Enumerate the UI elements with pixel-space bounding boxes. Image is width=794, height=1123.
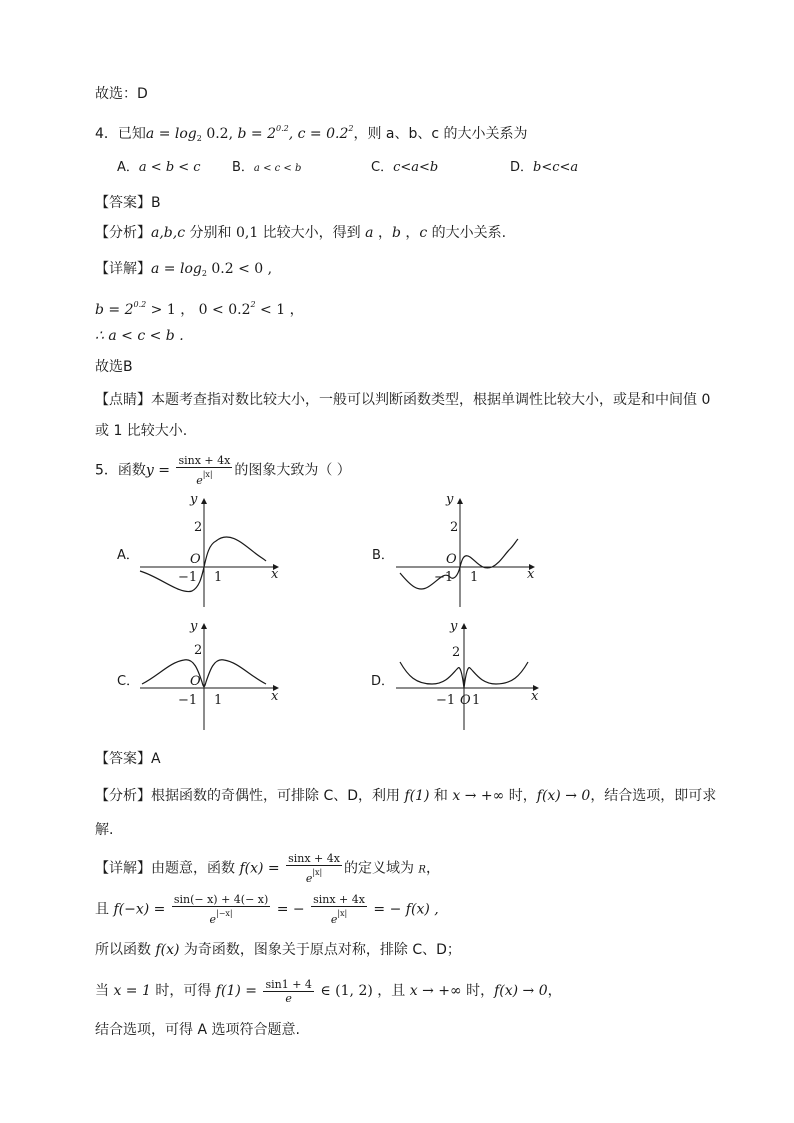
q5-analysis-l1b: 和	[429, 788, 453, 804]
q4-cond-b: b = 2	[237, 126, 276, 142]
q4-analysis: 【分析】a,b,c 分别和 0,1 比较大小，得到 a ，b ，c 的大小关系.	[95, 225, 507, 241]
q5-answer	[95, 749, 161, 769]
q5-detail-l2-exp2: |x|	[337, 909, 348, 918]
graph-b-x-label: x	[527, 567, 535, 582]
q4-option-b[interactable]	[232, 158, 301, 179]
graph-c-y-label: y	[190, 619, 198, 634]
q4-comment-line1	[95, 390, 710, 410]
q5-detail-l4-x: x = 1	[113, 983, 151, 999]
q4-detail-l1-rest: 0.2 < 0 ,	[206, 261, 273, 277]
q5-detail-l1-r: R	[418, 864, 426, 876]
q4-analysis-c: c	[419, 225, 428, 241]
q5-detail-l2-exp1: |−x|	[216, 909, 233, 918]
graph-d-tick-neg: −1	[436, 693, 456, 708]
q4-detail-line2	[95, 295, 304, 320]
q5-analysis-l1d: ，结合选项，即可求	[590, 788, 717, 804]
q5-detail-l4-fraction	[263, 978, 313, 1005]
q5-graph-b-label[interactable]: B．	[372, 548, 394, 563]
q4-option-a[interactable]	[117, 158, 201, 178]
q5-detail-l4d: 时，	[461, 983, 495, 999]
q5-analysis-l1a: 根据函数的奇偶性，可排除 C、D，利用	[151, 788, 405, 804]
q5-fraction	[176, 454, 232, 487]
q5-detail-l1c: ，	[425, 860, 440, 877]
q5-analysis-tag: 【分析】	[95, 788, 151, 804]
q5-graph-a-label[interactable]: A．	[117, 548, 139, 563]
q4-stem-tail: ，则 a、b、c 的大小关系为	[353, 126, 528, 142]
q5-answer-tag: 【答案】	[95, 751, 151, 767]
q4-answer	[95, 193, 161, 213]
q4-detail-tag: 【详解】	[95, 261, 151, 277]
q5-detail-l3b: 为奇函数，图象关于原点对称，排除 C、D；	[179, 942, 461, 958]
q5-detail-l1-fx: f(x) =	[239, 860, 285, 877]
graph-b-origin: O	[446, 552, 457, 567]
q4-cond-a: a = log	[145, 126, 197, 142]
q5-detail-l1-exp: |x|	[312, 868, 323, 877]
q4-option-c[interactable]	[371, 158, 438, 178]
q5-detail-l2-fraction2	[311, 893, 367, 926]
graph-d-tick-y: 2	[452, 645, 461, 660]
q4-option-a-label: A．	[117, 160, 139, 175]
graph-c-tick-pos: 1	[214, 693, 223, 708]
graph-b-y-label: y	[446, 492, 454, 507]
graph-a-y-label: y	[190, 492, 198, 507]
q4-detail-l2-b: b = 2	[95, 302, 134, 318]
graph-d-tick-pos: 1	[472, 693, 481, 708]
q5-detail-l1-fraction	[286, 852, 342, 885]
q4-detail-l2-rest2: < 1 ，	[255, 302, 304, 318]
q4-option-c-text: c<a<b	[393, 160, 439, 175]
q5-graph-d-label[interactable]: D．	[371, 674, 395, 689]
graph-a-tick-neg: −1	[178, 570, 198, 585]
graph-a-tick-y: 2	[194, 520, 203, 535]
q4-cond-a-base: 2	[196, 134, 202, 143]
q5-answer-value: A	[151, 751, 161, 767]
q4-detail-line1	[95, 259, 272, 284]
q5-detail-line2	[95, 893, 439, 926]
q5-detail-l3-fx: f(x)	[155, 942, 180, 958]
q5-detail-l4c: ，且	[377, 983, 410, 999]
q5-detail-l2-num1: sin(− x) + 4(− x)	[173, 893, 269, 906]
q5-detail-line1	[95, 852, 440, 886]
graph-d-y-label: y	[450, 619, 458, 634]
q5-numerator: sinx + 4x	[178, 454, 231, 467]
q4-cond-c-exp: 2	[348, 124, 354, 133]
q4-analysis-tag: 【分析】	[95, 225, 151, 241]
q4-detail-l1: a = log	[151, 261, 202, 277]
q4-option-a-text: a < b < c	[138, 160, 201, 175]
q5-detail-l4b: 时，可得	[150, 983, 216, 999]
graph-c-origin: O	[190, 674, 201, 689]
graph-d-x-label: x	[531, 689, 539, 704]
graph-d-origin: O	[460, 693, 471, 708]
q4-number: 4．已知	[95, 126, 146, 142]
q4-cond-c: , c = 0.2	[288, 126, 349, 142]
q4-detail-l2-rest: > 1 ， 0 < 0.2	[146, 302, 251, 318]
q4-detail-line3	[95, 326, 184, 346]
q5-denominator-exp: |x|	[202, 470, 213, 479]
q5-graph-a[interactable]	[140, 492, 285, 610]
q5-detail-l2-den1: e	[209, 913, 217, 926]
q4-analysis-text3: 的大小关系.	[427, 225, 507, 241]
q5-number: 5．函数	[95, 462, 146, 479]
q4-detail-l1-base: 2	[201, 269, 207, 278]
q4-option-d-text: b<c<a	[533, 160, 579, 175]
q5-detail-l1b: 的定义域为	[343, 860, 419, 877]
graph-b-tick-pos: 1	[470, 570, 479, 585]
q4-analysis-nums: 0,1	[235, 225, 259, 241]
q4-detail-l2-exp2: 2	[250, 300, 256, 309]
q5-detail-l4-lim: x → +∞	[409, 983, 462, 999]
q5-detail-l4-num: sin1 + 4	[265, 977, 312, 991]
q4-analysis-text1: 分别和	[185, 225, 236, 241]
graph-b-curve	[400, 539, 518, 589]
q5-detail-l2a: 且	[95, 901, 114, 918]
q5-graph-d[interactable]	[396, 620, 541, 735]
q5-detail-tag: 【详解】	[95, 860, 151, 877]
q4-detail-l2-exp: 0.2	[133, 300, 147, 309]
q5-detail-l2-f: f(−x) =	[113, 901, 170, 918]
q4-option-d[interactable]	[510, 158, 578, 178]
q5-detail-l2-end: = − f(x) ,	[368, 901, 439, 918]
q4-comment-l1: 本题考查指对数比较大小，一般可以判断函数类型，根据单调性比较大小，或是和中间值 0	[151, 392, 711, 408]
graph-c-tick-y: 2	[194, 643, 203, 658]
q4-option-b-text: a < c < b	[253, 163, 302, 174]
q5-detail-l4-f1: f(1) =	[215, 983, 262, 999]
q5-detail-l2-fraction1	[172, 893, 270, 926]
q4-comment-tag: 【点睛】	[95, 392, 151, 408]
q4-answer-tag: 【答案】	[95, 195, 151, 211]
q5-detail-l4-in: ∈ (1, 2)	[315, 983, 378, 999]
q4-cond-b-exp: 0.2	[276, 124, 289, 133]
q5-detail-l3a: 所以函数	[95, 942, 156, 958]
q3-answer-line: 故选：D	[95, 86, 148, 102]
q5-analysis-line1	[95, 786, 716, 806]
q5-detail-line4	[95, 976, 562, 1006]
graph-a-x-label: x	[271, 567, 279, 582]
q4-analysis-a: a	[365, 225, 374, 241]
q5-analysis-line2: 解.	[95, 822, 114, 838]
q5-graph-c[interactable]	[140, 620, 285, 735]
q5-detail-l1-den: e	[305, 872, 313, 885]
q5-detail-line5: 结合选项，可得 A 选项符合题意.	[95, 1022, 300, 1038]
q5-detail-l4-fx: f(x) → 0	[494, 983, 548, 999]
q4-option-c-label: C．	[371, 160, 394, 175]
q5-graph-c-label[interactable]: C．	[117, 674, 140, 689]
q4-detail-l3: ∴ a < c < b .	[95, 328, 184, 344]
q5-analysis-l1c: 时，	[504, 788, 537, 804]
q4-stem	[95, 119, 528, 149]
q5-denominator: e	[196, 474, 203, 487]
q4-answer-value: B	[151, 195, 161, 211]
q5-detail-l2-eq: = −	[272, 901, 310, 918]
graph-b-tick-y: 2	[450, 520, 459, 535]
q5-detail-line3	[95, 940, 461, 960]
graph-a-curve	[140, 537, 266, 592]
q4-analysis-b: b	[391, 225, 401, 241]
q5-detail-l2-den2: e	[330, 913, 338, 926]
q5-stem	[95, 454, 351, 487]
graph-b-tick-neg: −1	[434, 570, 454, 585]
graph-a-tick-pos: 1	[214, 570, 223, 585]
q5-y-eq: y =	[145, 462, 175, 479]
q4-option-d-label: D．	[510, 160, 534, 175]
q5-analysis-fx: f(x) → 0	[536, 788, 591, 804]
q4-choose: 故选B	[95, 359, 133, 375]
q4-analysis-math: a,b,c	[151, 225, 186, 241]
q4-comment-line2: 或 1 比较大小.	[95, 423, 188, 439]
q5-detail-l4-den: e	[285, 991, 292, 1005]
graph-c-x-label: x	[271, 689, 279, 704]
q5-detail-l2-num2: sinx + 4x	[313, 893, 365, 906]
graph-a-origin: O	[190, 552, 201, 567]
q5-analysis-f1: f(1)	[404, 788, 430, 804]
q5-graph-b[interactable]	[396, 492, 541, 610]
graph-c-tick-neg: −1	[178, 693, 198, 708]
q5-stem-tail: 的图象大致为（ ）	[234, 462, 351, 479]
q4-cond-a-arg: 0.2,	[201, 126, 238, 142]
q5-detail-l4a: 当	[95, 983, 114, 999]
q4-analysis-text2: 比较大小，得到	[258, 225, 366, 241]
q5-detail-l1-num: sinx + 4x	[288, 852, 340, 865]
q5-detail-l4e: ，	[547, 983, 562, 999]
q5-detail-l1a: 由题意，函数	[151, 860, 240, 877]
q4-option-b-label: B．	[232, 160, 254, 175]
q5-analysis-lim: x → +∞	[452, 788, 505, 804]
